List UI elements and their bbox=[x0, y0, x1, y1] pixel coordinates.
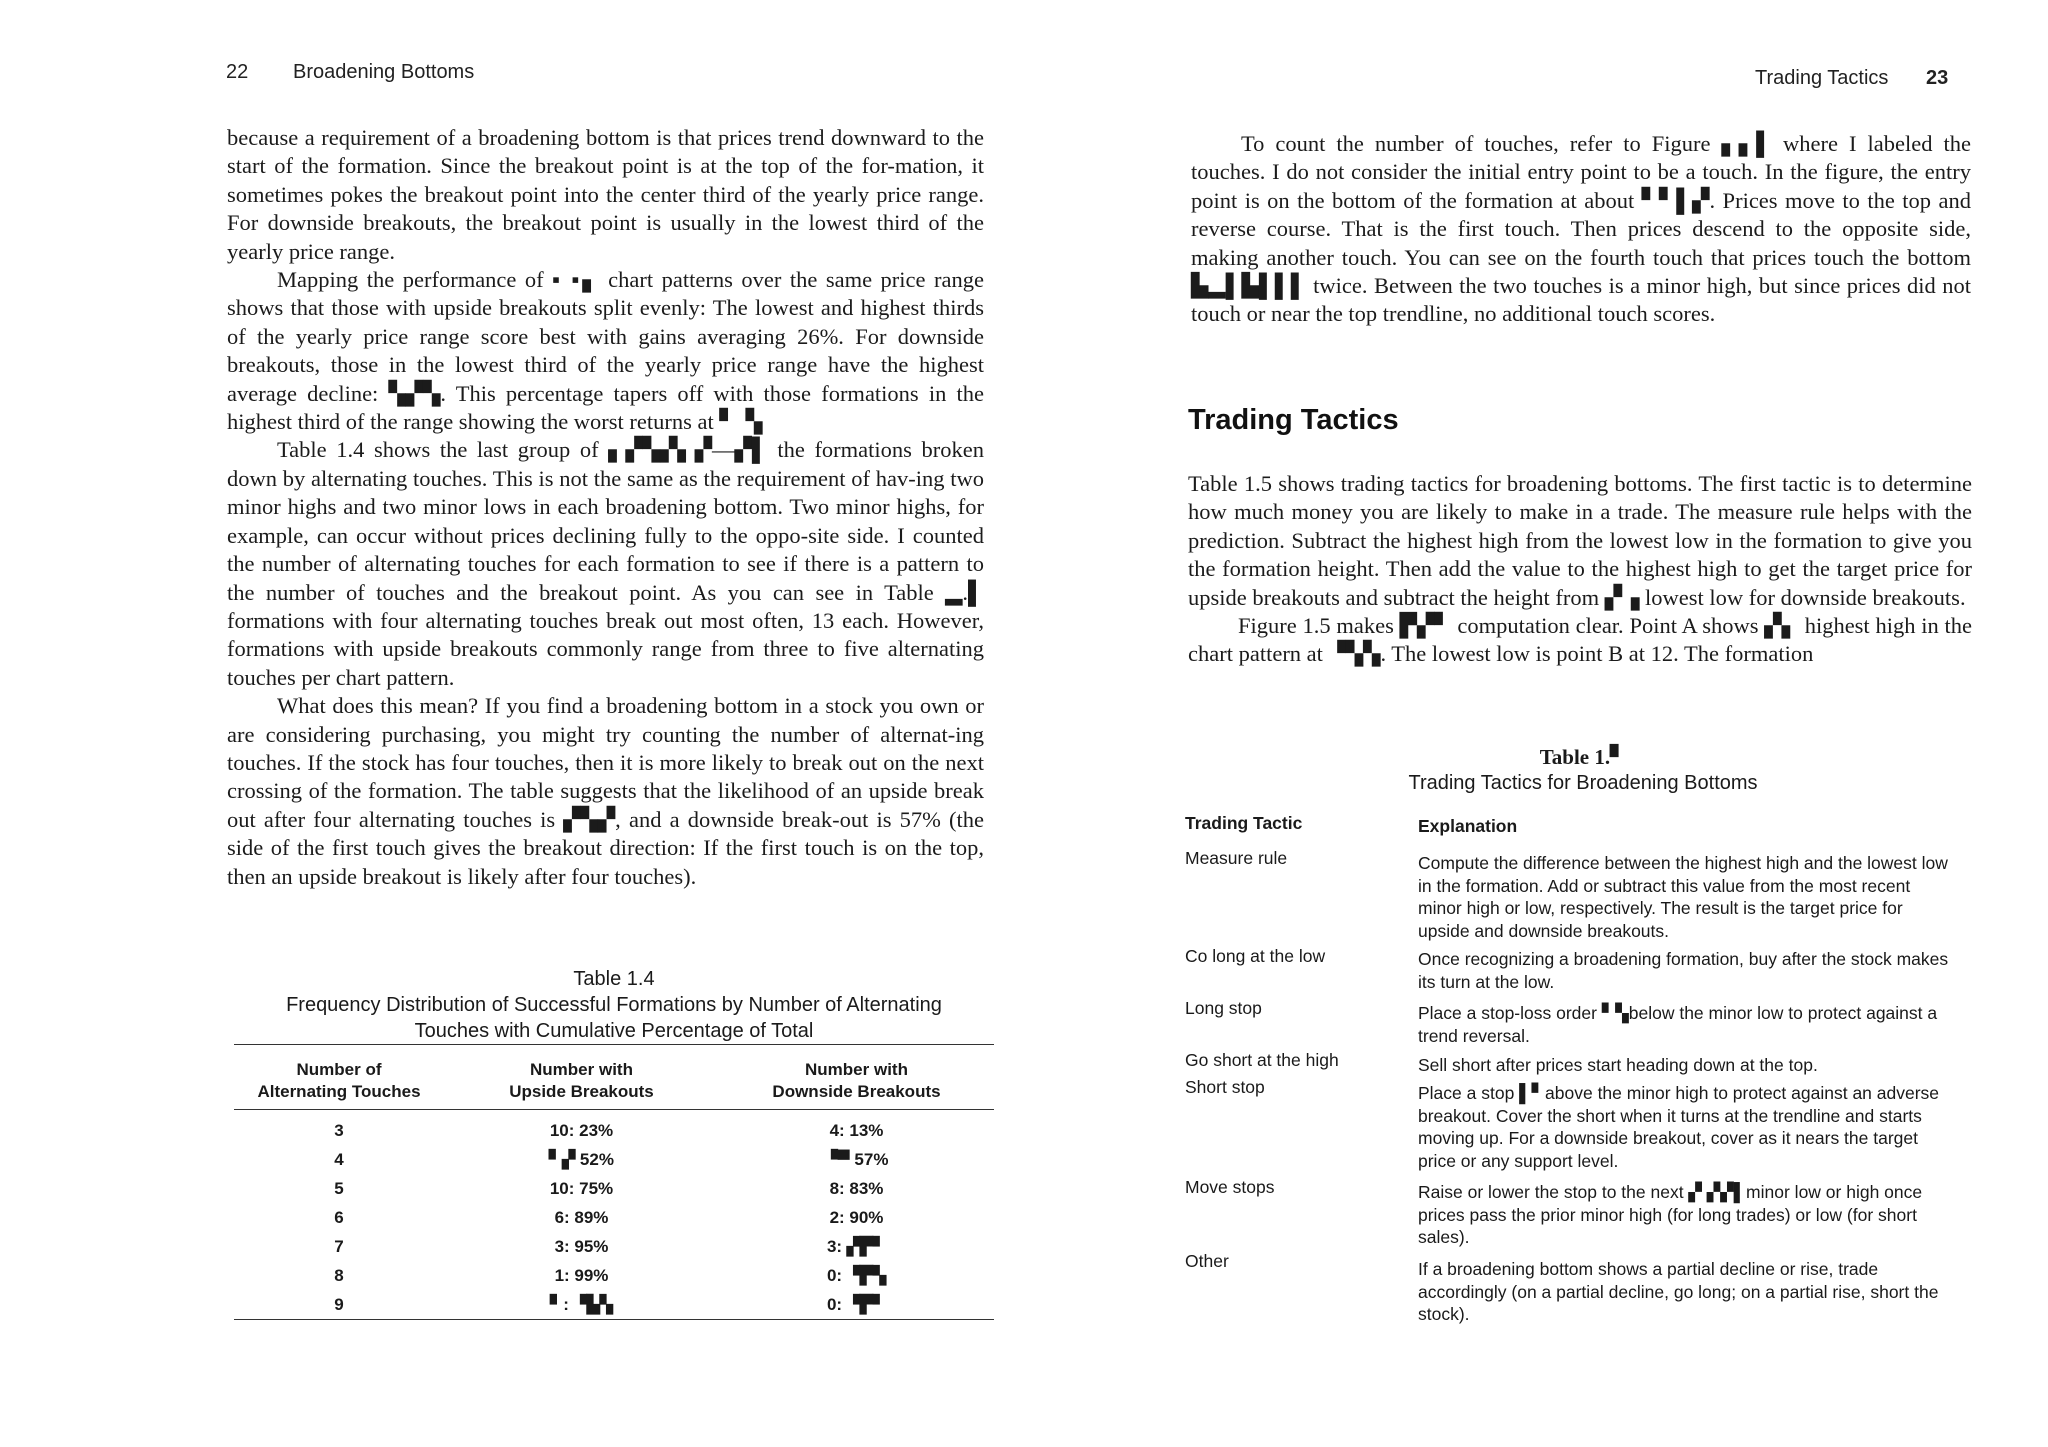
table-label: Table 1.▘ bbox=[1539, 745, 1627, 769]
table-row: 9 ▘: ▝▙▚ 0: ▝▛▘ bbox=[334, 1294, 887, 1314]
explanation: Place a stop-loss order ▘▚below the minor low to protect against a trend reversal. bbox=[1418, 1003, 1938, 1046]
table-row: 8 1: 99% 0: ▝▛▚ bbox=[334, 1265, 887, 1285]
explanation: Place a stop ▌▘above the minor high to protect against an adverse breakout. Cover the short when it turns at the trendline and starts moving up. For a downside breakout, cover as it nears the target price or any support level. bbox=[1418, 1083, 1940, 1171]
explanation: Compute the difference between the highest high and the lowest low in the formation. Add or subtract this value from the most recent minor high or low, respectively. The result is the target price for upside and downside breakouts. bbox=[1418, 853, 1948, 941]
frequency-table bbox=[234, 1044, 994, 1320]
explanation: Raise or lower the stop to the next ▞ ▞▞▌minor low or high once prices pass the prior minor high (for long trades) or low (for short sales). bbox=[1418, 1182, 1923, 1247]
tactic-go-short: Go short at the high bbox=[1185, 1050, 1339, 1070]
table-row: 7 3: 95% 3: ▞▛▘ bbox=[334, 1236, 887, 1256]
left-running-head: Broadening Bottoms bbox=[293, 61, 475, 83]
paragraph: because a requirement of a broadening bottom is that prices trend downward to the start of the formation. Since the breakout point is at the top of the for-mation, it sometimes pokes the breakout point into the center third of the yearly price range. For downside breakouts, the breakout point is usually in the lowest third of the yearly price range. bbox=[227, 125, 984, 264]
paragraph: What does this mean? If you find a broadening bottom in a stock you own or are considering purchasing, you might try counting the number of alternat-ing touches. If the stock has four touches, then it is more likely to break out on the next crossing of the formation. The table suggests that the likelihood of an upside break out after four alternating touches is ▞▚▞, and a downside break-out is 57% (the side of the first touch gives the breakout direction: If the first touch is on the top, then an upside breakout is likely after four touches). bbox=[227, 693, 984, 889]
left-body bbox=[227, 124, 984, 891]
tactic-other: Other bbox=[1185, 1251, 1229, 1271]
right-running-head: Trading Tactics bbox=[1755, 67, 1889, 89]
column-header: Number of Alternating Touches bbox=[257, 1060, 421, 1101]
column-header: Number with Upside Breakouts bbox=[509, 1060, 654, 1101]
table-row: 3 10: 23% 4: 13% bbox=[334, 1120, 884, 1140]
explanation: Sell short after prices start heading down at the top. bbox=[1418, 1055, 1818, 1075]
table-row: 4 ▘▞ 52% ▝▀ 57% bbox=[334, 1149, 889, 1169]
explanation: If a broadening bottom shows a partial decline or rise, trade accordingly (on a partial decline, go long; on a partial rise, short the stock). bbox=[1418, 1259, 1939, 1324]
trading-tactics-table bbox=[1185, 812, 1975, 1332]
table-1-5-caption bbox=[1188, 744, 1978, 796]
explanation: Once recognizing a broadening formation, buy after the stock makes its turn at the low. bbox=[1418, 949, 1949, 992]
tactic-long-stop: Long stop bbox=[1185, 998, 1262, 1018]
paragraph: Mapping the performance of ▪ ▪▖ chart patterns over the same price range shows that those with upside breakouts split evenly: The lowest and highest thirds of the yearly price range score best with gains averaging 26%. For downside breakouts, those in the lowest third of the yearly price range have the highest average decline: ▚▞▚. This percentage tapers off with those formations in the highest third of the range showing the worst returns at ▘▝▖ bbox=[227, 267, 984, 435]
right-body bbox=[1188, 470, 1972, 669]
column-header: Number with Downside Breakouts bbox=[772, 1060, 941, 1101]
column-header: Explanation bbox=[1418, 816, 1518, 836]
table-1-4-caption bbox=[234, 966, 994, 1044]
table-title: Trading Tactics for Broadening Bottoms bbox=[1408, 772, 1758, 794]
tactic-short-stop: Short stop bbox=[1185, 1077, 1265, 1097]
paragraph: Table 1.4 shows the last group of ▖▞▚▞▖▞—▞▌ the formations broken down by alternating touches. This is not the same as the requirement of hav-ing two minor highs and two minor lows in each broadening bottom. Two minor highs, for example, can occur without prices declining fully to the oppo-site side. I counted the number of alternating touches for each formation to see if there is a pattern to the number of touches and the breakout point. As you can see in Table ▂.▌ formations with four alternating touches break out most often, 13 each. However, formations with upside breakouts commonly range from three to five alternating touches per chart pattern. bbox=[227, 437, 984, 690]
table-row: 5 10: 75% 8: 83% bbox=[334, 1178, 884, 1198]
table-row: 6 6: 89% 2: 90% bbox=[334, 1207, 884, 1227]
right-intro-paragraph: To count the number of touches, refer to Figure ▖▖▌ where I labeled the touches. I do not consider the initial entry point to be a touch. In the figure, the entry point is on the bottom of the formation at about ▘▘▌▞. Prices move to the top and reverse course. That is the first touch. Then prices descend to the opposite side, making another touch. You can see on the fourth touch that prices touch the bottom ▙▂▌▙▌▌▌ twice. Between the two touches is a minor high, but since prices did not touch or near the top trendline, no additional touch scores. bbox=[1191, 131, 1971, 327]
section-heading: Trading Tactics bbox=[1188, 404, 1399, 436]
tactic-go-long: Co long at the low bbox=[1185, 946, 1326, 966]
tactic-measure-rule: Measure rule bbox=[1185, 848, 1288, 868]
left-page-number: 22 bbox=[226, 61, 249, 83]
right-page-number: 23 bbox=[1926, 67, 1949, 89]
right-page bbox=[1024, 0, 2048, 1447]
tactic-move-stops: Move stops bbox=[1185, 1177, 1275, 1197]
table-title-line2: Touches with Cumulative Percentage of Total bbox=[414, 1020, 814, 1042]
table-title-line1: Frequency Distribution of Successful Formations by Number of Alternating bbox=[286, 994, 942, 1016]
paragraph: Table 1.5 shows trading tactics for broadening bottoms. The first tactic is to determine how much money you are likely to make in a trade. The measure rule helps with the prediction. Subtract the highest high from the lowest low in the formation to give you the formation height. Then add the value to the highest high to get the target price for upside breakouts and subtract the height from ▞▗ lowest low for downside breakouts. bbox=[1188, 471, 1972, 610]
table-label: Table 1.4 bbox=[573, 968, 655, 990]
column-header: Trading Tactic bbox=[1185, 813, 1303, 833]
paragraph: Figure 1.5 makes ▛▞▘ computation clear. Point A shows ▞▖ highest high in the chart pattern at ▝▚▚. The lowest low is point B at 12. The formation bbox=[1188, 613, 1972, 667]
